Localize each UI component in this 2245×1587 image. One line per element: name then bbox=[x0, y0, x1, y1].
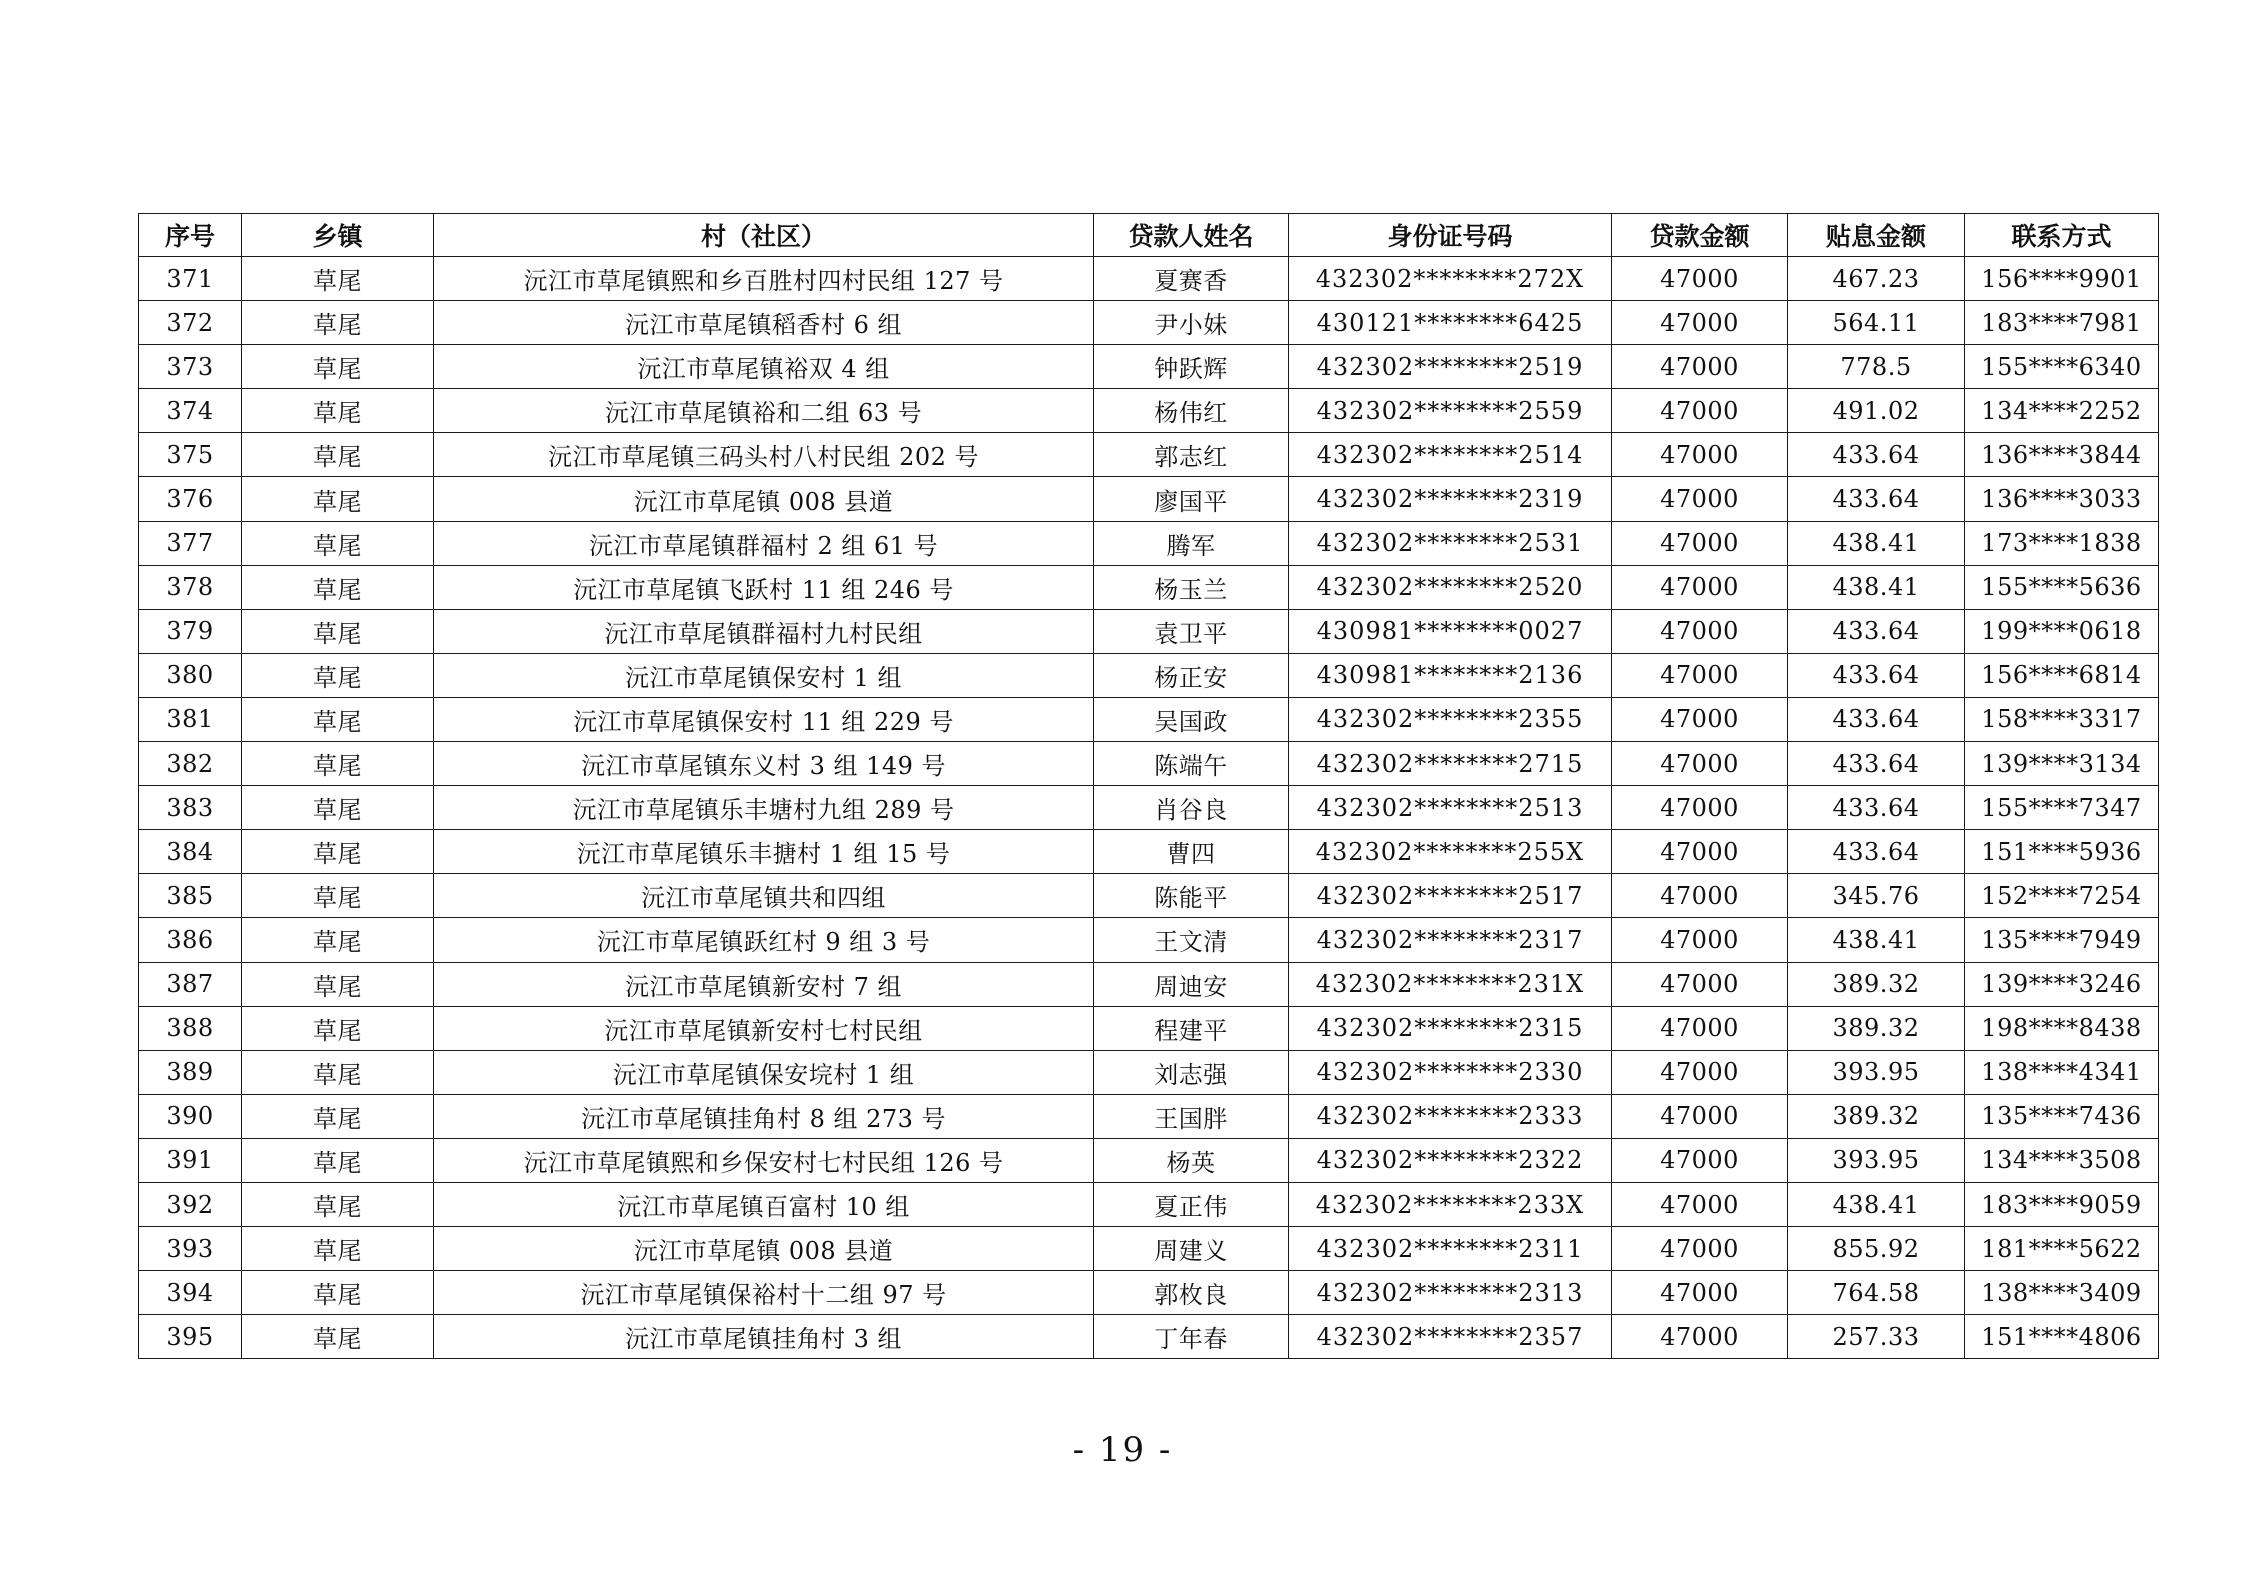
cell-id-number: 432302********2357 bbox=[1289, 1315, 1612, 1359]
cell-contact: 134****3508 bbox=[1965, 1138, 2159, 1182]
cell-contact: 135****7949 bbox=[1965, 918, 2159, 962]
cell-borrower-name: 王国胖 bbox=[1094, 1094, 1289, 1138]
cell-township: 草尾 bbox=[242, 786, 434, 830]
cell-id-number: 432302********272X bbox=[1289, 257, 1612, 301]
cell-township: 草尾 bbox=[242, 257, 434, 301]
cell-loan-amount: 47000 bbox=[1612, 962, 1788, 1006]
cell-village: 沅江市草尾镇熙和乡保安村七村民组 126 号 bbox=[434, 1138, 1094, 1182]
cell-subsidy-amount: 433.64 bbox=[1788, 609, 1965, 653]
page-number: - 19 - bbox=[1072, 1430, 1173, 1470]
cell-serial: 373 bbox=[139, 345, 242, 389]
table-row bbox=[139, 653, 2159, 697]
cell-contact: 139****3134 bbox=[1965, 742, 2159, 786]
cell-borrower-name: 郭枚良 bbox=[1094, 1271, 1289, 1315]
cell-village: 沅江市草尾镇共和四组 bbox=[434, 874, 1094, 918]
cell-township: 草尾 bbox=[242, 1271, 434, 1315]
cell-borrower-name: 王文清 bbox=[1094, 918, 1289, 962]
cell-township: 草尾 bbox=[242, 1006, 434, 1050]
cell-village: 沅江市草尾镇保安垸村 1 组 bbox=[434, 1050, 1094, 1094]
table-row bbox=[139, 1138, 2159, 1182]
cell-id-number: 432302********231X bbox=[1289, 962, 1612, 1006]
cell-serial: 393 bbox=[139, 1227, 242, 1271]
cell-serial: 376 bbox=[139, 477, 242, 521]
cell-borrower-name: 陈能平 bbox=[1094, 874, 1289, 918]
cell-subsidy-amount: 438.41 bbox=[1788, 1182, 1965, 1226]
cell-contact: 152****7254 bbox=[1965, 874, 2159, 918]
cell-id-number: 432302********2715 bbox=[1289, 742, 1612, 786]
cell-loan-amount: 47000 bbox=[1612, 1094, 1788, 1138]
cell-subsidy-amount: 438.41 bbox=[1788, 521, 1965, 565]
cell-contact: 151****4806 bbox=[1965, 1315, 2159, 1359]
cell-village: 沅江市草尾镇乐丰塘村九组 289 号 bbox=[434, 786, 1094, 830]
cell-serial: 381 bbox=[139, 697, 242, 741]
cell-borrower-name: 夏正伟 bbox=[1094, 1182, 1289, 1226]
cell-township: 草尾 bbox=[242, 697, 434, 741]
cell-contact: 135****7436 bbox=[1965, 1094, 2159, 1138]
cell-township: 草尾 bbox=[242, 1227, 434, 1271]
cell-subsidy-amount: 433.64 bbox=[1788, 433, 1965, 477]
cell-subsidy-amount: 345.76 bbox=[1788, 874, 1965, 918]
cell-contact: 156****9901 bbox=[1965, 257, 2159, 301]
cell-loan-amount: 47000 bbox=[1612, 918, 1788, 962]
table-row bbox=[139, 874, 2159, 918]
table-row bbox=[139, 609, 2159, 653]
cell-borrower-name: 尹小妹 bbox=[1094, 301, 1289, 345]
cell-loan-amount: 47000 bbox=[1612, 609, 1788, 653]
cell-id-number: 432302********2514 bbox=[1289, 433, 1612, 477]
cell-contact: 183****7981 bbox=[1965, 301, 2159, 345]
cell-serial: 387 bbox=[139, 962, 242, 1006]
header-subsidy-amount: 贴息金额 bbox=[1788, 214, 1965, 257]
cell-township: 草尾 bbox=[242, 521, 434, 565]
table-row bbox=[139, 962, 2159, 1006]
cell-loan-amount: 47000 bbox=[1612, 257, 1788, 301]
cell-borrower-name: 肖谷良 bbox=[1094, 786, 1289, 830]
cell-village: 沅江市草尾镇乐丰搪村 1 组 15 号 bbox=[434, 830, 1094, 874]
cell-loan-amount: 47000 bbox=[1612, 565, 1788, 609]
loan-subsidy-table bbox=[138, 213, 2159, 1359]
cell-village: 沅江市草尾镇跃红村 9 组 3 号 bbox=[434, 918, 1094, 962]
cell-id-number: 432302********2531 bbox=[1289, 521, 1612, 565]
table-header-row bbox=[139, 214, 2159, 257]
cell-id-number: 432302********255X bbox=[1289, 830, 1612, 874]
table-row bbox=[139, 1094, 2159, 1138]
cell-loan-amount: 47000 bbox=[1612, 433, 1788, 477]
cell-borrower-name: 吴国政 bbox=[1094, 697, 1289, 741]
cell-borrower-name: 陈端午 bbox=[1094, 742, 1289, 786]
cell-id-number: 432302********2355 bbox=[1289, 697, 1612, 741]
cell-loan-amount: 47000 bbox=[1612, 1315, 1788, 1359]
cell-id-number: 432302********2322 bbox=[1289, 1138, 1612, 1182]
cell-subsidy-amount: 389.32 bbox=[1788, 1006, 1965, 1050]
cell-contact: 183****9059 bbox=[1965, 1182, 2159, 1226]
cell-township: 草尾 bbox=[242, 1182, 434, 1226]
cell-borrower-name: 袁卫平 bbox=[1094, 609, 1289, 653]
cell-township: 草尾 bbox=[242, 1050, 434, 1094]
table-row bbox=[139, 1227, 2159, 1271]
cell-borrower-name: 丁年春 bbox=[1094, 1315, 1289, 1359]
cell-borrower-name: 杨伟红 bbox=[1094, 389, 1289, 433]
cell-contact: 139****3246 bbox=[1965, 962, 2159, 1006]
cell-serial: 383 bbox=[139, 786, 242, 830]
cell-id-number: 430121********6425 bbox=[1289, 301, 1612, 345]
cell-borrower-name: 周建义 bbox=[1094, 1227, 1289, 1271]
table-row bbox=[139, 345, 2159, 389]
table-row bbox=[139, 389, 2159, 433]
cell-township: 草尾 bbox=[242, 1315, 434, 1359]
cell-id-number: 432302********2559 bbox=[1289, 389, 1612, 433]
cell-contact: 173****1838 bbox=[1965, 521, 2159, 565]
cell-township: 草尾 bbox=[242, 830, 434, 874]
cell-township: 草尾 bbox=[242, 345, 434, 389]
cell-township: 草尾 bbox=[242, 389, 434, 433]
table-row bbox=[139, 1271, 2159, 1315]
cell-serial: 380 bbox=[139, 653, 242, 697]
cell-village: 沅江市草尾镇新安村七村民组 bbox=[434, 1006, 1094, 1050]
cell-id-number: 432302********2313 bbox=[1289, 1271, 1612, 1315]
table-row bbox=[139, 1315, 2159, 1359]
cell-serial: 394 bbox=[139, 1271, 242, 1315]
cell-township: 草尾 bbox=[242, 742, 434, 786]
table-row bbox=[139, 1006, 2159, 1050]
cell-serial: 390 bbox=[139, 1094, 242, 1138]
cell-serial: 372 bbox=[139, 301, 242, 345]
cell-township: 草尾 bbox=[242, 1138, 434, 1182]
header-loan-amount: 贷款金额 bbox=[1612, 214, 1788, 257]
cell-subsidy-amount: 393.95 bbox=[1788, 1138, 1965, 1182]
cell-serial: 388 bbox=[139, 1006, 242, 1050]
cell-contact: 155****7347 bbox=[1965, 786, 2159, 830]
cell-serial: 395 bbox=[139, 1315, 242, 1359]
header-township: 乡镇 bbox=[242, 214, 434, 257]
table-row bbox=[139, 1182, 2159, 1226]
cell-township: 草尾 bbox=[242, 301, 434, 345]
header-borrower-name: 贷款人姓名 bbox=[1094, 214, 1289, 257]
cell-village: 沅江市草尾镇百富村 10 组 bbox=[434, 1182, 1094, 1226]
cell-borrower-name: 郭志红 bbox=[1094, 433, 1289, 477]
cell-id-number: 432302********233X bbox=[1289, 1182, 1612, 1226]
cell-township: 草尾 bbox=[242, 653, 434, 697]
cell-serial: 385 bbox=[139, 874, 242, 918]
cell-contact: 181****5622 bbox=[1965, 1227, 2159, 1271]
cell-loan-amount: 47000 bbox=[1612, 653, 1788, 697]
cell-contact: 158****3317 bbox=[1965, 697, 2159, 741]
header-village: 村（社区） bbox=[434, 214, 1094, 257]
table-row bbox=[139, 301, 2159, 345]
cell-serial: 377 bbox=[139, 521, 242, 565]
cell-borrower-name: 周迪安 bbox=[1094, 962, 1289, 1006]
cell-village: 沅江市草尾镇飞跃村 11 组 246 号 bbox=[434, 565, 1094, 609]
cell-subsidy-amount: 433.64 bbox=[1788, 830, 1965, 874]
cell-loan-amount: 47000 bbox=[1612, 874, 1788, 918]
header-serial: 序号 bbox=[139, 214, 242, 257]
cell-contact: 155****5636 bbox=[1965, 565, 2159, 609]
table-row bbox=[139, 830, 2159, 874]
cell-subsidy-amount: 389.32 bbox=[1788, 962, 1965, 1006]
cell-subsidy-amount: 438.41 bbox=[1788, 918, 1965, 962]
cell-subsidy-amount: 491.02 bbox=[1788, 389, 1965, 433]
cell-contact: 155****6340 bbox=[1965, 345, 2159, 389]
cell-borrower-name: 曹四 bbox=[1094, 830, 1289, 874]
cell-subsidy-amount: 764.58 bbox=[1788, 1271, 1965, 1315]
table-row bbox=[139, 1050, 2159, 1094]
cell-village: 沅江市草尾镇群福村 2 组 61 号 bbox=[434, 521, 1094, 565]
cell-village: 沅江市草尾镇保裕村十二组 97 号 bbox=[434, 1271, 1094, 1315]
cell-village: 沅江市草尾镇三码头村八村民组 202 号 bbox=[434, 433, 1094, 477]
cell-loan-amount: 47000 bbox=[1612, 1227, 1788, 1271]
cell-id-number: 432302********2311 bbox=[1289, 1227, 1612, 1271]
cell-township: 草尾 bbox=[242, 918, 434, 962]
cell-serial: 389 bbox=[139, 1050, 242, 1094]
cell-contact: 136****3844 bbox=[1965, 433, 2159, 477]
cell-id-number: 432302********2317 bbox=[1289, 918, 1612, 962]
cell-contact: 198****8438 bbox=[1965, 1006, 2159, 1050]
cell-id-number: 432302********2520 bbox=[1289, 565, 1612, 609]
table-row bbox=[139, 565, 2159, 609]
cell-id-number: 430981********0027 bbox=[1289, 609, 1612, 653]
cell-loan-amount: 47000 bbox=[1612, 521, 1788, 565]
cell-serial: 378 bbox=[139, 565, 242, 609]
cell-serial: 386 bbox=[139, 918, 242, 962]
header-id-number: 身份证号码 bbox=[1289, 214, 1612, 257]
table-row bbox=[139, 521, 2159, 565]
cell-id-number: 432302********2315 bbox=[1289, 1006, 1612, 1050]
cell-serial: 391 bbox=[139, 1138, 242, 1182]
cell-township: 草尾 bbox=[242, 609, 434, 653]
cell-township: 草尾 bbox=[242, 1094, 434, 1138]
cell-serial: 379 bbox=[139, 609, 242, 653]
cell-loan-amount: 47000 bbox=[1612, 1138, 1788, 1182]
cell-borrower-name: 杨玉兰 bbox=[1094, 565, 1289, 609]
cell-borrower-name: 腾军 bbox=[1094, 521, 1289, 565]
cell-loan-amount: 47000 bbox=[1612, 389, 1788, 433]
cell-contact: 138****4341 bbox=[1965, 1050, 2159, 1094]
cell-loan-amount: 47000 bbox=[1612, 1271, 1788, 1315]
cell-contact: 134****2252 bbox=[1965, 389, 2159, 433]
cell-village: 沅江市草尾镇裕和二组 63 号 bbox=[434, 389, 1094, 433]
cell-borrower-name: 钟跃辉 bbox=[1094, 345, 1289, 389]
cell-loan-amount: 47000 bbox=[1612, 301, 1788, 345]
cell-village: 沅江市草尾镇 008 县道 bbox=[434, 477, 1094, 521]
cell-id-number: 432302********2513 bbox=[1289, 786, 1612, 830]
cell-loan-amount: 47000 bbox=[1612, 830, 1788, 874]
cell-loan-amount: 47000 bbox=[1612, 1006, 1788, 1050]
cell-subsidy-amount: 433.64 bbox=[1788, 697, 1965, 741]
cell-contact: 156****6814 bbox=[1965, 653, 2159, 697]
cell-subsidy-amount: 433.64 bbox=[1788, 477, 1965, 521]
cell-township: 草尾 bbox=[242, 477, 434, 521]
cell-village: 沅江市草尾镇保安村 1 组 bbox=[434, 653, 1094, 697]
cell-subsidy-amount: 467.23 bbox=[1788, 257, 1965, 301]
cell-subsidy-amount: 393.95 bbox=[1788, 1050, 1965, 1094]
table-row bbox=[139, 742, 2159, 786]
table-row bbox=[139, 786, 2159, 830]
cell-township: 草尾 bbox=[242, 874, 434, 918]
cell-township: 草尾 bbox=[242, 565, 434, 609]
cell-subsidy-amount: 438.41 bbox=[1788, 565, 1965, 609]
cell-contact: 199****0618 bbox=[1965, 609, 2159, 653]
cell-id-number: 432302********2330 bbox=[1289, 1050, 1612, 1094]
cell-serial: 384 bbox=[139, 830, 242, 874]
table-row bbox=[139, 918, 2159, 962]
cell-village: 沅江市草尾镇群福村九村民组 bbox=[434, 609, 1094, 653]
cell-borrower-name: 刘志强 bbox=[1094, 1050, 1289, 1094]
header-contact: 联系方式 bbox=[1965, 214, 2159, 257]
cell-loan-amount: 47000 bbox=[1612, 345, 1788, 389]
cell-serial: 382 bbox=[139, 742, 242, 786]
cell-id-number: 432302********2517 bbox=[1289, 874, 1612, 918]
cell-village: 沅江市草尾镇稻香村 6 组 bbox=[434, 301, 1094, 345]
cell-subsidy-amount: 257.33 bbox=[1788, 1315, 1965, 1359]
cell-village: 沅江市草尾镇新安村 7 组 bbox=[434, 962, 1094, 1006]
cell-id-number: 430981********2136 bbox=[1289, 653, 1612, 697]
cell-id-number: 432302********2333 bbox=[1289, 1094, 1612, 1138]
cell-borrower-name: 夏赛香 bbox=[1094, 257, 1289, 301]
table-row bbox=[139, 257, 2159, 301]
table-row bbox=[139, 697, 2159, 741]
cell-loan-amount: 47000 bbox=[1612, 786, 1788, 830]
cell-serial: 375 bbox=[139, 433, 242, 477]
cell-township: 草尾 bbox=[242, 962, 434, 1006]
table-row bbox=[139, 477, 2159, 521]
cell-borrower-name: 杨英 bbox=[1094, 1138, 1289, 1182]
cell-id-number: 432302********2519 bbox=[1289, 345, 1612, 389]
cell-loan-amount: 47000 bbox=[1612, 1050, 1788, 1094]
cell-subsidy-amount: 778.5 bbox=[1788, 345, 1965, 389]
cell-village: 沅江市草尾镇挂角村 8 组 273 号 bbox=[434, 1094, 1094, 1138]
cell-subsidy-amount: 433.64 bbox=[1788, 653, 1965, 697]
cell-id-number: 432302********2319 bbox=[1289, 477, 1612, 521]
cell-contact: 136****3033 bbox=[1965, 477, 2159, 521]
cell-serial: 374 bbox=[139, 389, 242, 433]
cell-subsidy-amount: 855.92 bbox=[1788, 1227, 1965, 1271]
cell-contact: 138****3409 bbox=[1965, 1271, 2159, 1315]
cell-subsidy-amount: 389.32 bbox=[1788, 1094, 1965, 1138]
cell-village: 沅江市草尾镇东义村 3 组 149 号 bbox=[434, 742, 1094, 786]
cell-loan-amount: 47000 bbox=[1612, 477, 1788, 521]
cell-contact: 151****5936 bbox=[1965, 830, 2159, 874]
cell-loan-amount: 47000 bbox=[1612, 1182, 1788, 1226]
cell-subsidy-amount: 433.64 bbox=[1788, 742, 1965, 786]
table-row bbox=[139, 433, 2159, 477]
cell-village: 沅江市草尾镇保安村 11 组 229 号 bbox=[434, 697, 1094, 741]
cell-serial: 371 bbox=[139, 257, 242, 301]
cell-subsidy-amount: 433.64 bbox=[1788, 786, 1965, 830]
cell-borrower-name: 廖国平 bbox=[1094, 477, 1289, 521]
cell-serial: 392 bbox=[139, 1182, 242, 1226]
cell-loan-amount: 47000 bbox=[1612, 742, 1788, 786]
cell-borrower-name: 程建平 bbox=[1094, 1006, 1289, 1050]
cell-village: 沅江市草尾镇熙和乡百胜村四村民组 127 号 bbox=[434, 257, 1094, 301]
cell-township: 草尾 bbox=[242, 433, 434, 477]
cell-village: 沅江市草尾镇裕双 4 组 bbox=[434, 345, 1094, 389]
table-body bbox=[139, 257, 2159, 1359]
cell-village: 沅江市草尾镇挂角村 3 组 bbox=[434, 1315, 1094, 1359]
cell-loan-amount: 47000 bbox=[1612, 697, 1788, 741]
cell-subsidy-amount: 564.11 bbox=[1788, 301, 1965, 345]
cell-village: 沅江市草尾镇 008 县道 bbox=[434, 1227, 1094, 1271]
cell-borrower-name: 杨正安 bbox=[1094, 653, 1289, 697]
